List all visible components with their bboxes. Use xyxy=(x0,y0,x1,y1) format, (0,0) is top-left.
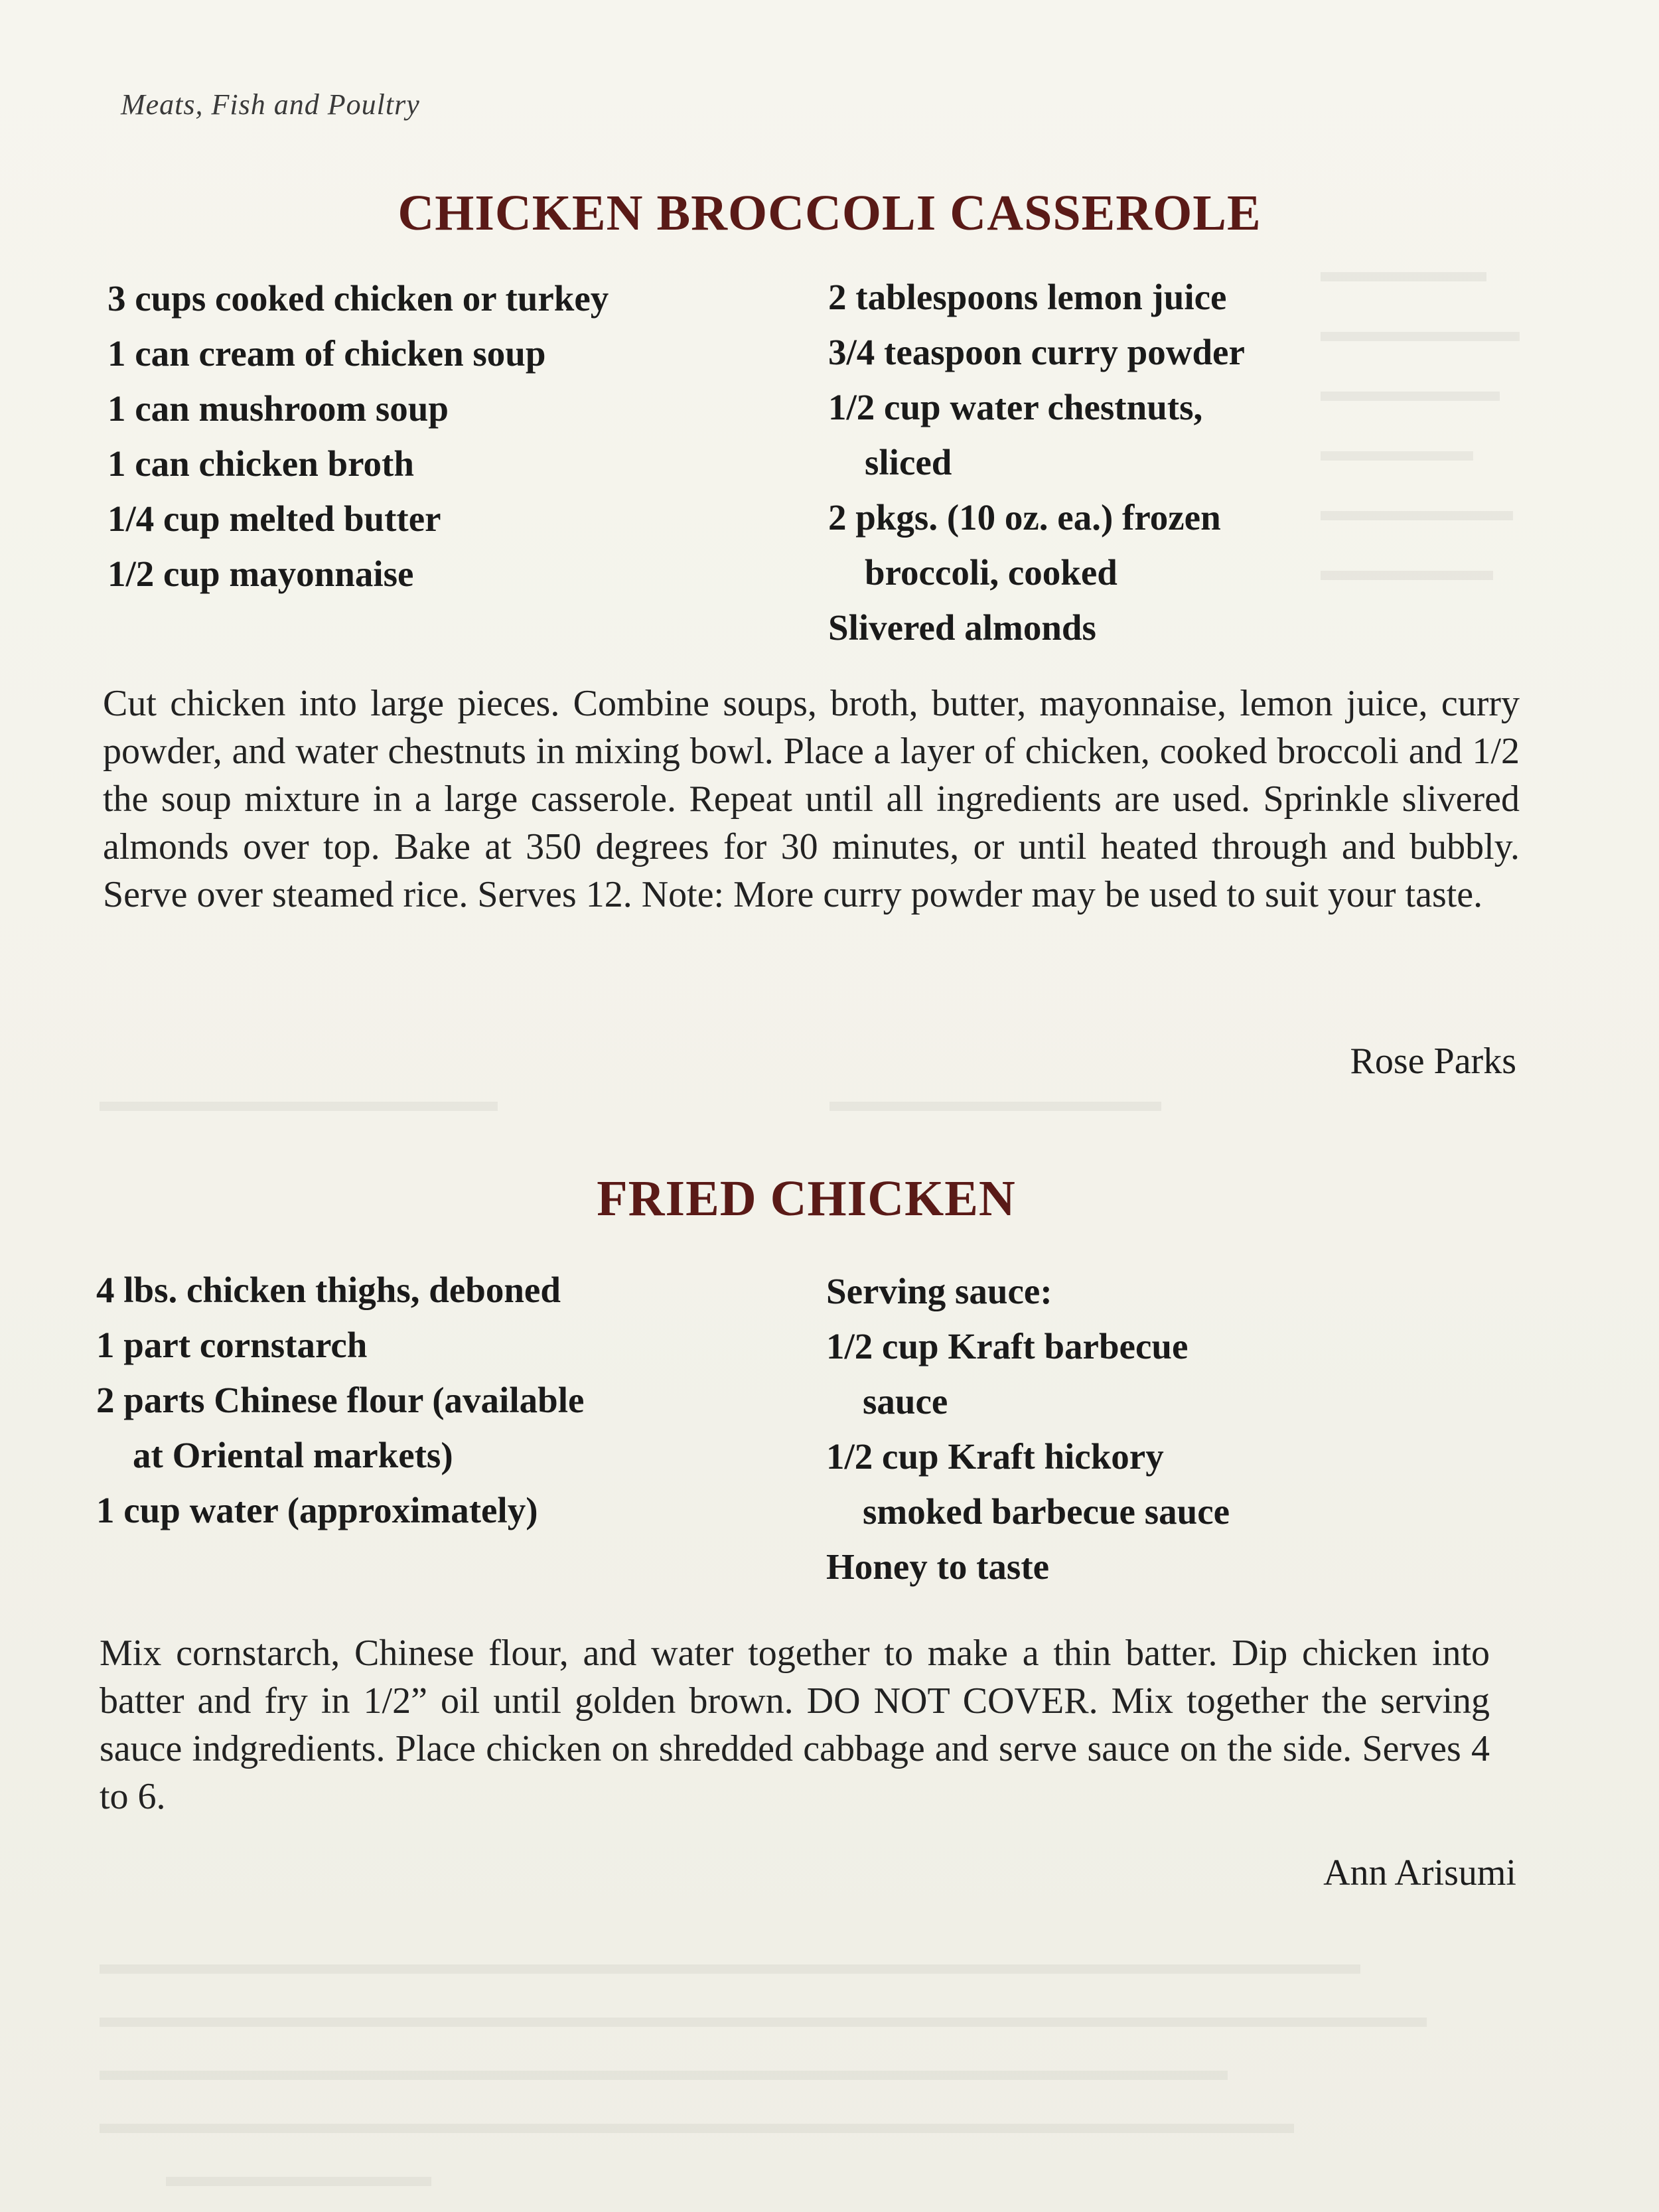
ingredient-line: smoked barbecue sauce xyxy=(863,1491,1230,1532)
recipe-author: Rose Parks xyxy=(1350,1041,1516,1082)
recipe-title: CHICKEN BROCCOLI CASSEROLE xyxy=(397,185,1262,241)
ingredients-left-column xyxy=(108,271,609,601)
ingredient-line: 1 can mushroom soup xyxy=(108,388,449,429)
ingredient-line: Serving sauce: xyxy=(826,1271,1052,1311)
ingredient-line: at Oriental markets) xyxy=(133,1435,453,1475)
ingredient-line: Slivered almonds xyxy=(828,607,1096,648)
ingredient-line: 1 cup water (approximately) xyxy=(96,1490,538,1530)
ingredient-line: 2 tablespoons lemon juice xyxy=(828,277,1227,317)
ingredients-right-column xyxy=(826,1264,1230,1594)
ingredient-line: 1 can chicken broth xyxy=(108,443,414,484)
ingredient-line: 3 cups cooked chicken or turkey xyxy=(108,278,609,319)
ingredient-line: 1 part cornstarch xyxy=(96,1325,368,1365)
ingredient-line: sliced xyxy=(865,442,952,482)
recipe-directions: Mix cornstarch, Chinese flour, and water together to make a thin batter. Dip chicken into batter and fry in 1/2” oil until golden brown. DO NOT COVER. Mix together the serving sauce indgredients. Place chicken on shredded cabbage and serve sauce on the side. Serves 4 to 6. xyxy=(100,1633,1490,1817)
recipe-title: FRIED CHICKEN xyxy=(597,1171,1016,1226)
recipe-author: Ann Arisumi xyxy=(1323,1852,1516,1893)
ingredient-line: 3/4 teaspoon curry powder xyxy=(828,332,1245,372)
ingredient-line: 1/2 cup Kraft hickory xyxy=(826,1436,1164,1477)
ingredient-line: sauce xyxy=(863,1381,948,1422)
ingredient-line: 1/2 cup mayonnaise xyxy=(108,553,414,594)
ingredient-line: 1/4 cup melted butter xyxy=(108,498,441,539)
ingredients-right-column xyxy=(828,269,1245,655)
ingredient-line: 1 can cream of chicken soup xyxy=(108,333,546,374)
section-label: Meats, Fish and Poultry xyxy=(121,88,420,121)
ingredient-line: 4 lbs. chicken thighs, deboned xyxy=(96,1270,561,1310)
ingredient-line: 1/2 cup water chestnuts, xyxy=(828,387,1203,427)
ingredient-line: broccoli, cooked xyxy=(865,552,1118,593)
ingredient-line: 1/2 cup Kraft barbecue xyxy=(826,1326,1189,1366)
ingredient-line: 2 parts Chinese flour (available xyxy=(96,1380,585,1420)
ingredient-line: 2 pkgs. (10 oz. ea.) frozen xyxy=(828,497,1221,538)
recipe-directions: Cut chicken into large pieces. Combine soups, broth, butter, mayonnaise, lemon juice, curry powder, and water chestnuts in mixing bowl. Place a layer of chicken, cooked broccoli and 1/2 the soup mixture in a large casserole. Repeat until all ingredients are used. Sprinkle slivered almonds over top. Bake at 350 degrees for 30 minutes, or until heated through and bubbly. Serve over steamed rice. Serves 12. Note: More curry powder may be used to suit your taste. xyxy=(103,683,1520,915)
ingredients-left-column xyxy=(96,1262,584,1538)
ingredient-line: Honey to taste xyxy=(826,1546,1050,1587)
